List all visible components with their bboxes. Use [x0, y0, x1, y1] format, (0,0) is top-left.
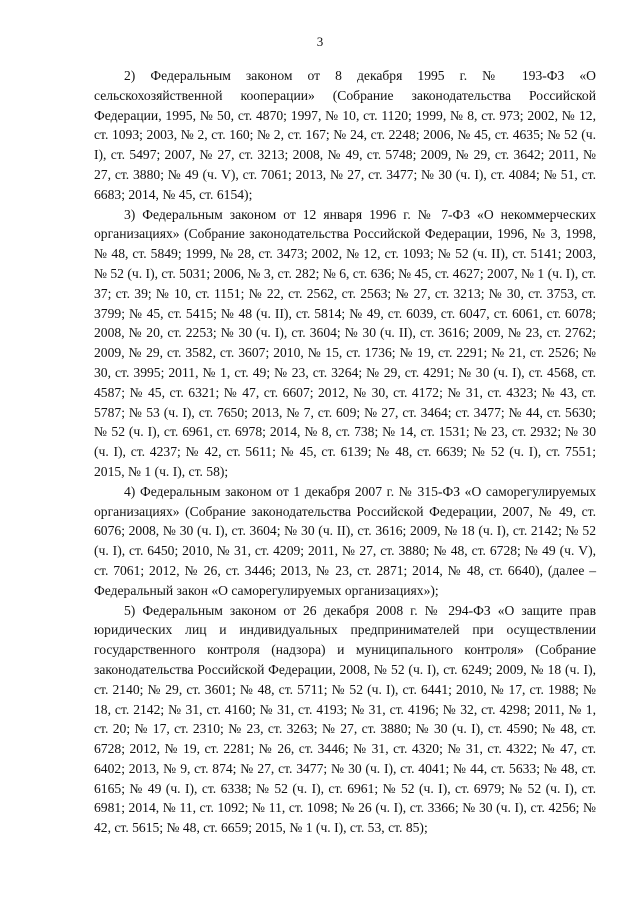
document-body	[94, 66, 596, 838]
page-number: 3	[316, 34, 324, 49]
paragraph-item-5: 5) Федеральным законом от 26 декабря 2008 г. № 294-ФЗ «О защите прав юридических лиц и индивидуальных предпринимателей при осуществлении государственного контроля (надзора) и муниципального контроля» (Собрание законодательства Российской Федерации, 2008, № 52 (ч. I), ст. 6249; 2009, № 18 (ч. I), ст. 2140; № 29, ст. 3601; № 48, ст. 5711; № 52 (ч. I), ст. 6441; 2010, № 17, ст. 1988; № 18, ст. 2142; № 31, ст. 4160; № 31, ст. 4193; № 31, ст. 4196; № 32, ст. 4298; 2011, № 1, ст. 20; № 17, ст. 2310; № 23, ст. 3263; № 27, ст. 3880; № 30 (ч. I), ст. 4590; № 48, ст. 6728; 2012, № 19, ст. 2281; № 26, ст. 3446; № 31, ст. 4320; № 31, ст. 4322; № 47, ст. 6402; 2013, № 9, ст. 874; № 27, ст. 3477; № 30 (ч. I), ст. 4041; № 44, ст. 5633; № 48, ст. 6165; № 49 (ч. I), ст. 6338; № 52 (ч. I), ст. 6961; № 52 (ч. I), ст. 6979; № 52 (ч. I), ст. 6981; 2014, № 11, ст. 1092; № 11, ст. 1098; № 26 (ч. I), ст. 3366; № 30 (ч. I), ст. 4256; № 42, ст. 5615; № 48, ст. 6659; 2015, № 1 (ч. I), ст. 53, ст. 85);	[94, 602, 596, 836]
paragraph-item-2: 2) Федеральным законом от 8 декабря 1995 г. № 193-ФЗ «О сельскохозяйственной кооперации» (Собрание законодательства Российской Федерации, 1995, № 50, ст. 4870; 1997, № 10, ст. 1120; 1999, № 8, ст. 973; 2002, № 12, ст. 1093; 2003, № 2, ст. 160; № 2, ст. 167; № 24, ст. 2248; 2006, № 45, ст. 4635; № 52 (ч. I), ст. 5497; 2007, № 27, ст. 3213; 2008, № 49, ст. 5748; 2009, № 29, ст. 3642; 2011, № 27, ст. 3880; № 49 (ч. V), ст. 7061; 2013, № 27, ст. 3477; № 30 (ч. I), ст. 4084; № 51, ст. 6683; 2014, № 45, ст. 6154);	[94, 68, 596, 202]
paragraph-item-4: 4) Федеральным законом от 1 декабря 2007 г. № 315-ФЗ «О саморегулируемых организациях» (Собрание законодательства Российской Федерации, 2007, № 49, ст. 6076; 2008, № 30 (ч. I), ст. 3604; № 30 (ч. II), ст. 3616; 2009, № 18 (ч. I), ст. 2142; № 52 (ч. I), ст. 6450; 2010, № 31, ст. 4209; 2011, № 27, ст. 3880; № 48, ст. 6728; № 49 (ч. V), ст. 7061; 2012, № 26, ст. 3446; 2013, № 23, ст. 2871; 2014, № 48, ст. 6640), (далее – Федеральный закон «О саморегулируемых организациях»);	[94, 483, 596, 598]
paragraph-item-3: 3) Федеральным законом от 12 января 1996 г. № 7-ФЗ «О некоммерческих организациях» (Собрание законодательства Российской Федерации, 1996, № 3, 1998, № 48, ст. 5849; 1999, № 28, ст. 3473; 2002, № 12, ст. 1093; № 52 (ч. II), ст. 5141; 2003, № 52 (ч. I), ст. 5031; 2006, № 3, ст. 282; № 6, ст. 636; № 45, ст. 4627; 2007, № 1 (ч. I), ст. 37; ст. 39; № 10, ст. 1151; № 22, ст. 2562, ст. 2563; № 27, ст. 3213; № 30, ст. 3753, ст. 3799; № 45, ст. 5415; № 48 (ч. II), ст. 5814; № 49, ст. 6039, ст. 6047, ст. 6061, ст. 6078; 2008, № 20, ст. 2253; № 30 (ч. I), ст. 3604; № 30 (ч. II), ст. 3616; 2009, № 23, ст. 2762; 2009, № 29, ст. 3582, ст. 3607; 2010, № 15, ст. 1736; № 19, ст. 2291; № 21, ст. 2526; № 30, ст. 3995; 2011, № 1, ст. 49; № 23, ст. 3264; № 29, ст. 4291; № 30 (ч. I), ст. 4568, ст. 4587; № 45, ст. 6321; № 47, ст. 6607; 2012, № 30, ст. 4172; № 31, ст. 4323; № 43, ст. 5787; № 53 (ч. I), ст. 7650; 2013, № 7, ст. 609; № 27, ст. 3464; ст. 3477; № 44, ст. 5630; № 52 (ч. I), ст. 6961, ст. 6978; 2014, № 8, ст. 738; № 14, ст. 1531; № 23, ст. 2932; № 30 (ч. I), ст. 4237; № 42, ст. 5611; № 45, ст. 6139; № 48, ст. 6639; № 52 (ч. I), ст. 7551; 2015, № 1 (ч. I), ст. 58);	[94, 206, 596, 479]
